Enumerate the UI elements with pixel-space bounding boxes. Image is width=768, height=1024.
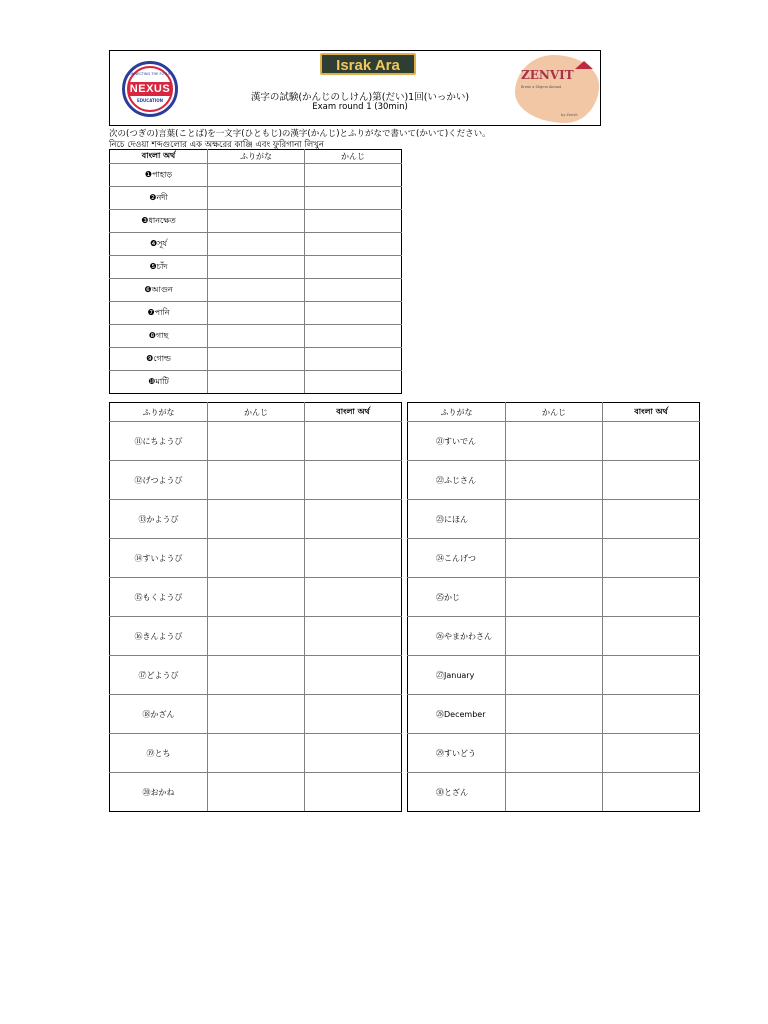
answer-cell-kanji[interactable] <box>305 302 402 325</box>
answer-cell-kanji[interactable] <box>208 773 305 812</box>
header-bengali-meaning: বাংলা অর্থ <box>110 150 208 164</box>
question-label: ⑮もくようび <box>110 578 208 617</box>
logo-sub-text: EDUCATION <box>137 98 163 103</box>
header-furigana: ふりがな <box>110 403 208 422</box>
answer-cell-kanji[interactable] <box>305 325 402 348</box>
question-label: ⑯きんようび <box>110 617 208 656</box>
answer-cell-kanji[interactable] <box>208 422 305 461</box>
header-furigana: ふりがな <box>408 403 506 422</box>
question-label: ㉕かじ <box>408 578 506 617</box>
answer-cell-kanji[interactable] <box>305 164 402 187</box>
question-label: ❶পাহাড় <box>110 164 208 187</box>
question-label: ❽গাছ <box>110 325 208 348</box>
answer-cell-kanji[interactable] <box>208 461 305 500</box>
answer-cell-bengali[interactable] <box>305 578 402 617</box>
answer-cell-kanji[interactable] <box>506 695 603 734</box>
answer-cell-furigana[interactable] <box>208 187 305 210</box>
table-bengali-to-kanji <box>109 149 402 394</box>
header-bengali-meaning: বাংলা অর্থ <box>305 403 402 422</box>
exam-header <box>109 50 601 126</box>
header-furigana: ふりがな <box>208 150 305 164</box>
table-furigana-to-kanji-left <box>109 402 402 812</box>
question-label: ❻আগুন <box>110 279 208 302</box>
header-bengali-meaning: বাংলা অর্থ <box>603 403 700 422</box>
logo-word: NEXUS <box>129 83 171 95</box>
answer-cell-kanji[interactable] <box>506 617 603 656</box>
answer-cell-bengali[interactable] <box>305 461 402 500</box>
answer-cell-kanji[interactable] <box>506 461 603 500</box>
header-kanji: かんじ <box>506 403 603 422</box>
question-label: ⑪にちようび <box>110 422 208 461</box>
question-label: ⑬かようび <box>110 500 208 539</box>
header-kanji: かんじ <box>208 403 305 422</box>
nexus-education-logo <box>122 61 178 117</box>
question-label: ㉙すいどう <box>408 734 506 773</box>
answer-cell-kanji[interactable] <box>305 371 402 394</box>
answer-cell-bengali[interactable] <box>603 500 700 539</box>
answer-cell-bengali[interactable] <box>305 656 402 695</box>
answer-cell-kanji[interactable] <box>305 256 402 279</box>
answer-cell-bengali[interactable] <box>305 500 402 539</box>
question-label: ⑲とち <box>110 734 208 773</box>
question-label: ❹সূর্য <box>110 233 208 256</box>
answer-cell-bengali[interactable] <box>603 461 700 500</box>
logo-top-text: CONNECTING THE FUTURE <box>126 72 174 76</box>
answer-cell-kanji[interactable] <box>208 500 305 539</box>
graduation-cap-icon <box>575 61 593 69</box>
question-label: ❷নদী <box>110 187 208 210</box>
exam-title-english: Exam round 1 (30min) <box>312 102 408 112</box>
answer-cell-kanji[interactable] <box>208 578 305 617</box>
question-label: ⑭すいようび <box>110 539 208 578</box>
question-label: ㉒ふじさん <box>408 461 506 500</box>
answer-cell-bengali[interactable] <box>603 617 700 656</box>
question-label: ⑳おかね <box>110 773 208 812</box>
table-furigana-to-kanji-right <box>407 402 700 812</box>
answer-cell-bengali[interactable] <box>603 695 700 734</box>
question-label: ㉓にほん <box>408 500 506 539</box>
zenvit-tagline: Break a Stigma Abroad <box>521 85 562 89</box>
question-label: ㉑すいでん <box>408 422 506 461</box>
answer-cell-kanji[interactable] <box>506 656 603 695</box>
answer-cell-furigana[interactable] <box>208 164 305 187</box>
zenvit-logo <box>515 55 599 123</box>
answer-cell-furigana[interactable] <box>208 325 305 348</box>
answer-cell-bengali[interactable] <box>305 539 402 578</box>
header-kanji: かんじ <box>305 150 402 164</box>
question-label: ❿মাটি <box>110 371 208 394</box>
answer-cell-kanji[interactable] <box>305 279 402 302</box>
answer-cell-kanji[interactable] <box>305 210 402 233</box>
answer-cell-furigana[interactable] <box>208 371 305 394</box>
answer-cell-bengali[interactable] <box>305 422 402 461</box>
answer-cell-bengali[interactable] <box>603 773 700 812</box>
question-label: ❸ধানক্ষেত <box>110 210 208 233</box>
question-label: ⑰どようび <box>110 656 208 695</box>
answer-cell-furigana[interactable] <box>208 302 305 325</box>
answer-cell-kanji[interactable] <box>506 422 603 461</box>
answer-cell-bengali[interactable] <box>603 539 700 578</box>
answer-cell-kanji[interactable] <box>506 734 603 773</box>
answer-cell-bengali[interactable] <box>305 734 402 773</box>
question-label: ⑫げつようび <box>110 461 208 500</box>
answer-cell-bengali[interactable] <box>305 773 402 812</box>
question-label: ㉔こんげつ <box>408 539 506 578</box>
answer-cell-bengali[interactable] <box>603 656 700 695</box>
question-label: ❼পানি <box>110 302 208 325</box>
answer-cell-bengali[interactable] <box>603 422 700 461</box>
student-name-badge: Israk Ara <box>320 53 416 75</box>
answer-cell-bengali[interactable] <box>603 578 700 617</box>
zenvit-word: ZENVIT <box>521 68 574 82</box>
question-label: ㉘December <box>408 695 506 734</box>
answer-cell-kanji[interactable] <box>305 187 402 210</box>
zenvit-footnote: by Zenvit <box>561 113 578 117</box>
answer-cell-kanji[interactable] <box>506 578 603 617</box>
answer-cell-kanji[interactable] <box>506 539 603 578</box>
answer-cell-kanji[interactable] <box>208 695 305 734</box>
answer-cell-bengali[interactable] <box>305 695 402 734</box>
answer-cell-furigana[interactable] <box>208 279 305 302</box>
exam-title-japanese: 漢字の試験(かんじのしけん)第(だい)1回(いっかい) <box>250 92 470 103</box>
question-label: ❺চাঁদ <box>110 256 208 279</box>
answer-cell-furigana[interactable] <box>208 348 305 371</box>
answer-cell-kanji[interactable] <box>305 233 402 256</box>
answer-cell-kanji[interactable] <box>305 348 402 371</box>
answer-cell-kanji[interactable] <box>208 656 305 695</box>
question-label: ㉚とざん <box>408 773 506 812</box>
question-label: ❾গোল্ড <box>110 348 208 371</box>
question-label: ㉗January <box>408 656 506 695</box>
answer-cell-kanji[interactable] <box>208 734 305 773</box>
answer-cell-furigana[interactable] <box>208 256 305 279</box>
answer-cell-kanji[interactable] <box>506 500 603 539</box>
answer-cell-bengali[interactable] <box>603 734 700 773</box>
answer-cell-kanji[interactable] <box>208 617 305 656</box>
answer-cell-kanji[interactable] <box>208 539 305 578</box>
instruction-bengali: নিচে দেওয়া শব্দগুলোর এক অক্ষরের কাঞ্জি এবং ফুরিগানা লিখুন <box>109 140 324 150</box>
answer-cell-kanji[interactable] <box>506 773 603 812</box>
instruction-japanese: 次の(つぎの)言葉(ことば)を一文字(ひともじ)の漢字(かんじ)とふりがなで書いて(かいて)ください。 <box>109 129 491 139</box>
question-label: ㉖やまかわさん <box>408 617 506 656</box>
question-label: ⑱かざん <box>110 695 208 734</box>
answer-cell-furigana[interactable] <box>208 233 305 256</box>
answer-cell-bengali[interactable] <box>305 617 402 656</box>
answer-cell-furigana[interactable] <box>208 210 305 233</box>
